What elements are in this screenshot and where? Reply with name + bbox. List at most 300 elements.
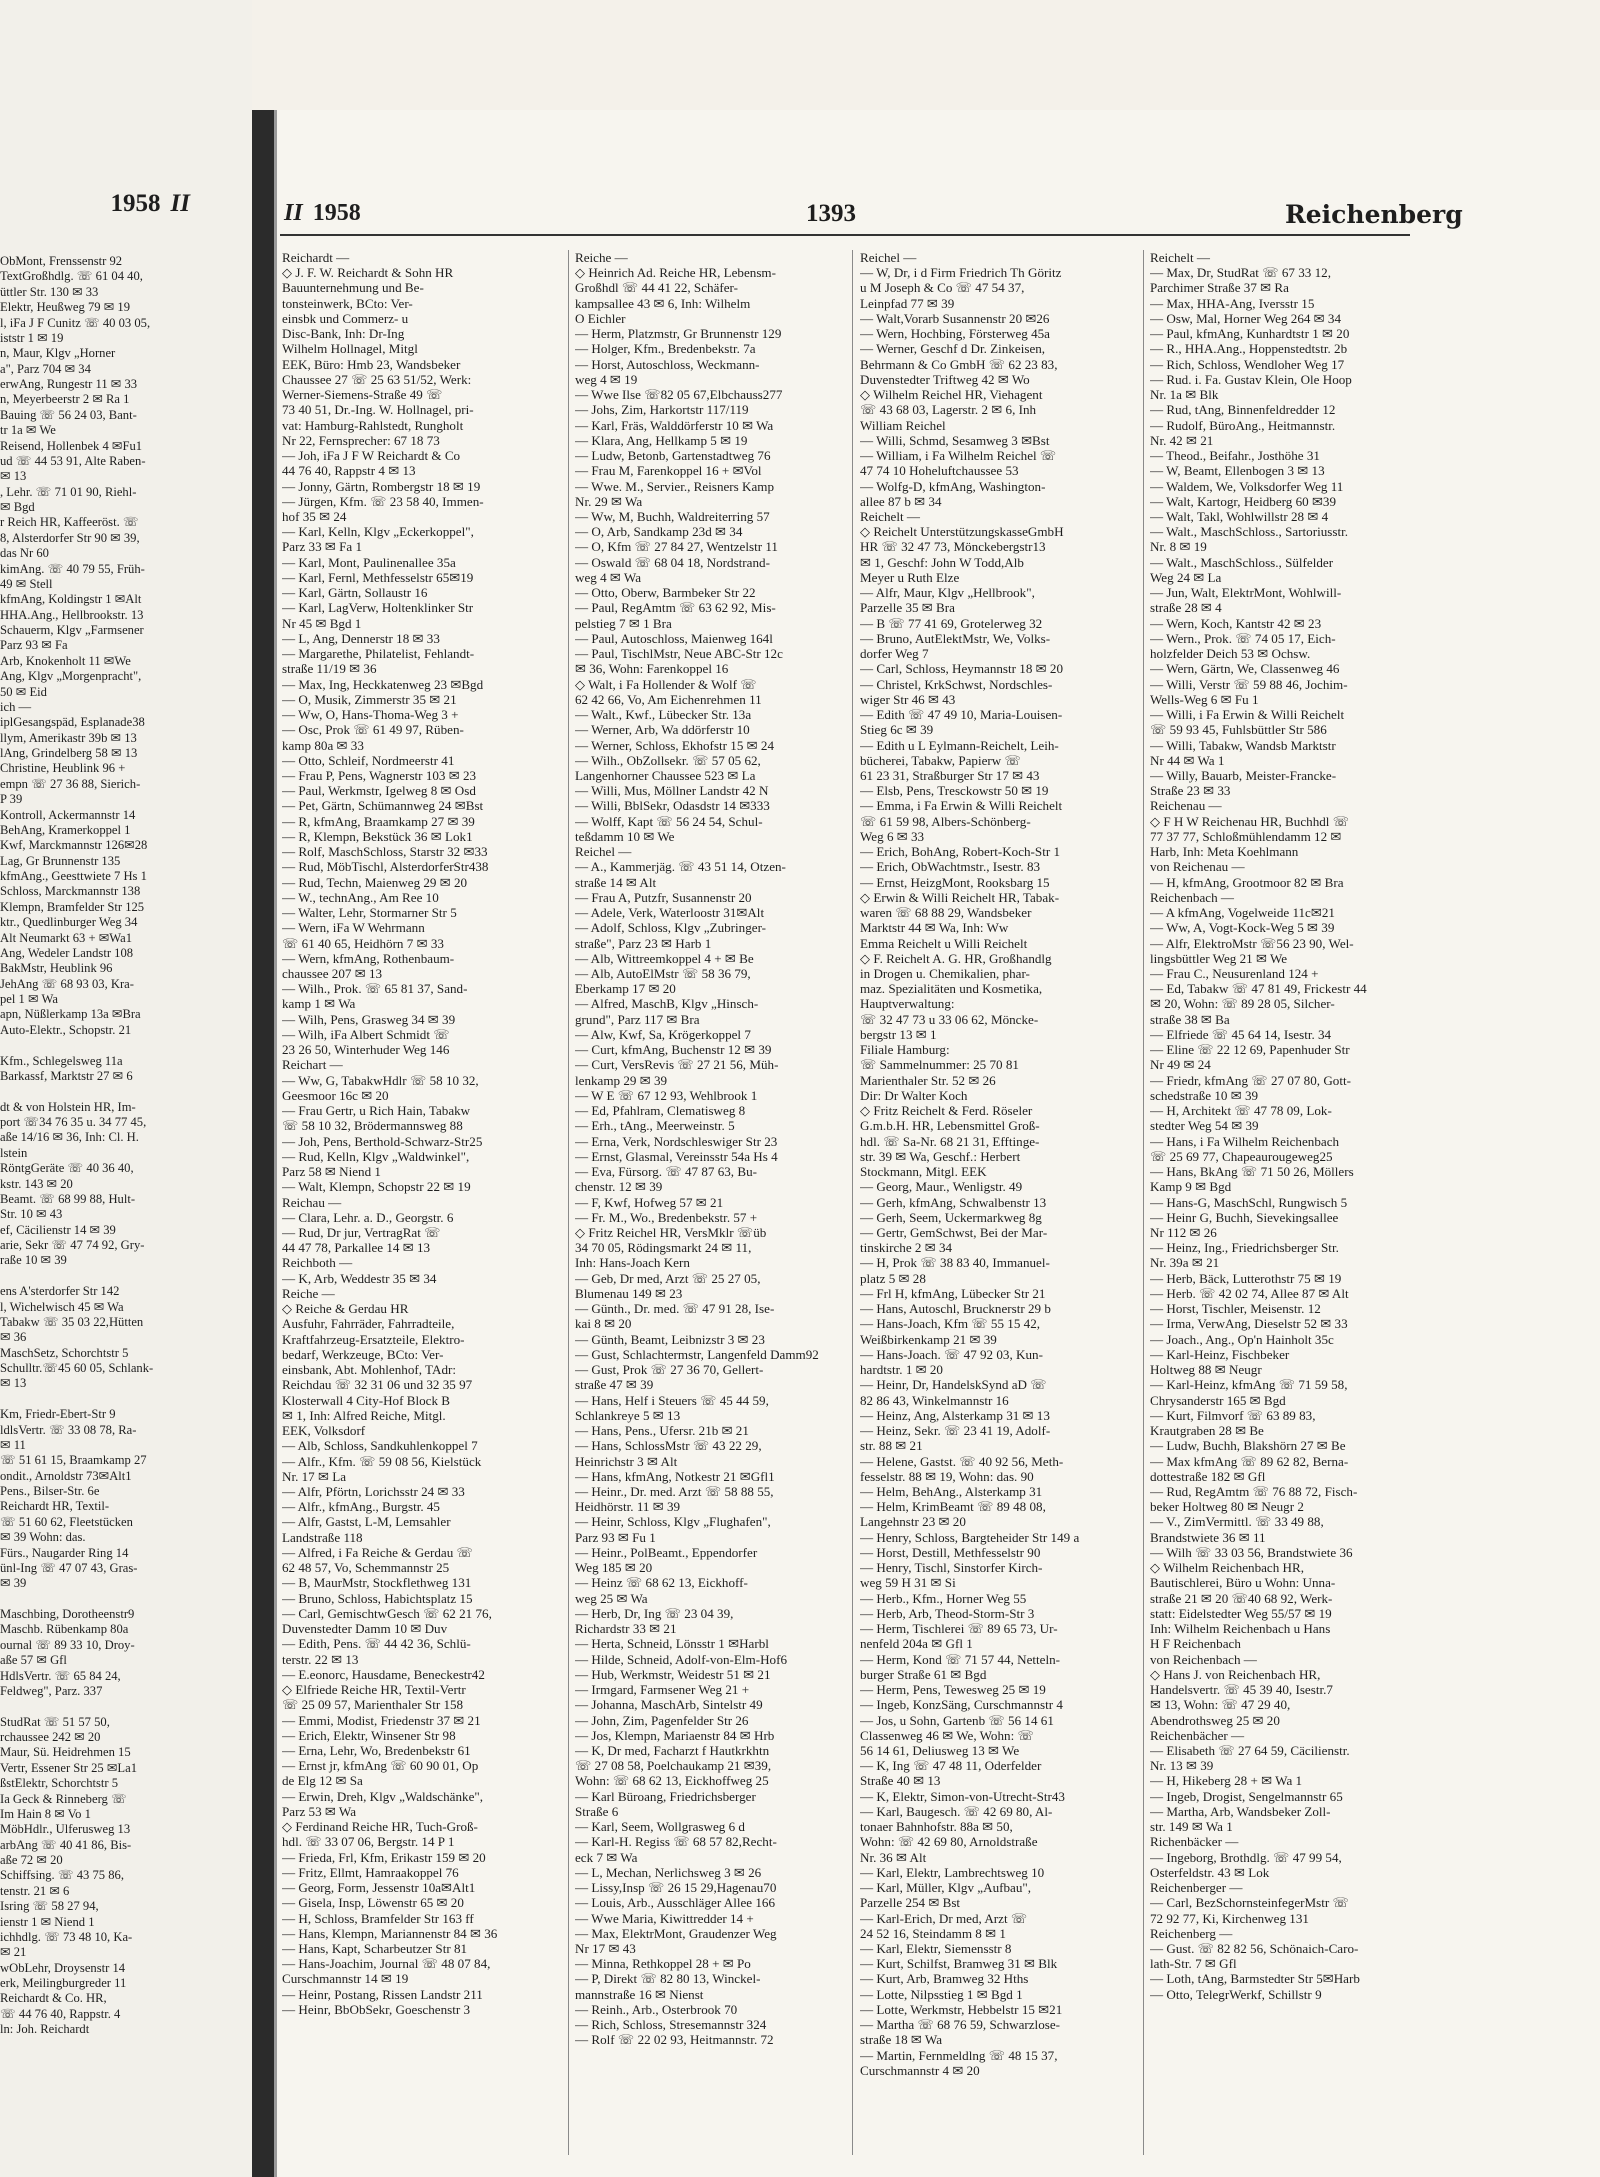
directory-entry-line: — Ww, M, Buchh, Waldreiterring 57 — [575, 508, 770, 524]
left-page-line: kimAng. ☏ 40 79 55, Früh- — [0, 561, 145, 576]
left-page-line: ✉ 21 — [0, 1945, 27, 1960]
directory-entry-line: — Herm, Kond ☏ 71 57 44, Netteln- — [860, 1651, 1061, 1667]
directory-entry-line: — Emmi, Modist, Friedenstr 37 ✉ 21 — [282, 1712, 481, 1728]
directory-entry-line: — Willi, Verstr ☏ 59 88 46, Jochim- — [1150, 676, 1348, 692]
directory-entry-line: terstr. 22 ✉ 13 — [282, 1651, 359, 1667]
directory-entry-line: — Gerh, kfmAng, Schwalbenstr 13 — [860, 1194, 1047, 1210]
left-page — [0, 0, 252, 2177]
right-header-volume-year — [284, 200, 361, 227]
left-page-line: Auto-Elektr., Schopstr. 21 — [0, 1022, 132, 1037]
directory-entry-line: — Willi, Mus, Möllner Landstr 42 N — [575, 783, 769, 799]
directory-entry-line: — Wilh, iFa Albert Schmidt ☏ — [282, 1026, 450, 1042]
directory-entry-line: — Rich, Schloss, Wendloher Weg 17 — [1150, 356, 1345, 372]
directory-entry-line: Reichelt — — [860, 508, 920, 524]
directory-entry-line: — Ingeborg, Brothdlg. ☏ 47 99 54, — [1150, 1849, 1342, 1865]
left-page-line: kfmAng., Geesttwiete 7 Hs 1 — [0, 869, 147, 883]
directory-entry-line: — Horst, Destill, Methfesselstr 90 — [860, 1544, 1041, 1560]
directory-entry-line: — Wern, kfmAng, Rothenbaum- — [282, 950, 455, 966]
left-page-line — [0, 1269, 248, 1284]
left-page-line: dt & von Holstein HR, Im- — [0, 1099, 136, 1114]
directory-entry-line: straße", Parz 23 ✉ Harb 1 — [575, 935, 712, 951]
left-page-line: Schauerm, Klgv „Farmsener — [0, 623, 144, 637]
directory-entry-line: Nr. 1a ✉ Blk — [1150, 387, 1219, 403]
left-page-line: ✉ 13 — [0, 469, 27, 484]
directory-entry-line: Harb, Inh: Meta Koehlmann — [1150, 844, 1299, 860]
directory-entry-line: — Hans, Pens., Ufersr. 21b ✉ 21 — [575, 1423, 749, 1439]
left-page-line: r Reich HR, Kaffeeröst. ☏ — [0, 515, 139, 530]
directory-entry-line: 82 86 43, Winkelmannstr 16 — [860, 1392, 1009, 1408]
left-page-header — [111, 190, 190, 218]
directory-entry-line: Disc-Bank, Inh: Dr-Ing — [282, 326, 405, 342]
directory-entry-line: — Paul, Autoschloss, Maienweg 164l — [575, 630, 773, 646]
left-page-line: kfmAng, Koldingstr 1 ✉Alt — [0, 592, 142, 607]
directory-entry-line: — Adele, Verk, Waterloostr 31✉Alt — [575, 905, 765, 921]
directory-entry-line: — Heinr., PolBeamt., Eppendorfer — [575, 1544, 758, 1560]
directory-entry-line: — Wern., Prok. ☏ 74 05 17, Eich- — [1150, 630, 1336, 646]
directory-entry-line: — Erh., tAng., Meerweinstr. 5 — [575, 1118, 735, 1134]
directory-entry-line: lingsbüttler Weg 21 ✉ We — [1150, 950, 1288, 966]
directory-entry-line: — Wwe Ilse ☏82 05 67,Elbchauss277 — [575, 387, 783, 403]
directory-entry-line: — Willy, Bauarb, Meister-Francke- — [1150, 767, 1337, 783]
directory-entry-line: — Erich, ObWachtmstr., Isestr. 83 — [860, 859, 1041, 875]
directory-entry-line: Classenweg 46 ✉ We, Wohn: ☏ — [860, 1727, 1034, 1743]
directory-entry-line: — Heinr, Schloss, Klgv „Flughafen", — [575, 1514, 771, 1530]
directory-entry-line: — H, Schloss, Bramfelder Str 163 ff — [282, 1910, 474, 1926]
directory-entry-line: — Max, ElektrMont, Graudenzer Weg — [575, 1925, 777, 1941]
directory-entry-line: ◇ Walt, i Fa Hollender & Wolf ☏ — [575, 676, 757, 692]
directory-entry-line: Nr. 42 ✉ 21 — [1150, 432, 1214, 448]
directory-entry-line: — Max, Dr, StudRat ☏ 67 33 12, — [1150, 265, 1331, 281]
directory-entry-line: dorfer Weg 7 — [860, 646, 929, 662]
directory-entry-line: hof 35 ✉ 24 — [282, 508, 347, 524]
left-page-line: ichhdlg. ☏ 73 48 10, Ka- — [0, 1929, 133, 1944]
directory-entry-line: — H, Architekt ☏ 47 78 09, Lok- — [1150, 1103, 1332, 1119]
directory-entry-line: — Helene, Gastst. ☏ 40 92 56, Meth- — [860, 1453, 1064, 1469]
directory-entry-line: — Rud, RegAmtm ☏ 76 88 72, Fisch- — [1150, 1483, 1358, 1499]
left-page-line — [0, 1084, 248, 1099]
directory-entry-line: straße 21 ✉ 20 ☏40 68 92, Werk- — [1150, 1590, 1333, 1606]
directory-entry-line: Schlankreye 5 ✉ 13 — [575, 1407, 681, 1423]
directory-entry-line: — O, Musik, Zimmerstr 35 ✉ 21 — [282, 691, 457, 707]
directory-entry-line: Parz 93 ✉ Fu 1 — [575, 1529, 656, 1545]
directory-entry-line: Reichel — — [575, 844, 632, 860]
directory-entry-line: — Ernst, Glasmal, Vereinsstr 54a Hs 4 — [575, 1148, 778, 1164]
left-page-line: apn, Nüßlerkamp 13a ✉Bra — [0, 1007, 141, 1022]
directory-entry-line: — Ed, Tabakw ☏ 47 81 49, Frickestr 44 — [1150, 981, 1367, 997]
directory-entry-line: 62 42 66, Vo, Am Eichenrehmen 11 — [575, 691, 762, 707]
directory-entry-line: — Karl, Mont, Paulinenallee 35a — [282, 554, 456, 570]
directory-entry-line: — Karl, Fernl, Methfesselstr 65✉19 — [282, 569, 474, 585]
directory-entry-line: — Henry, Schloss, Bargteheider Str 149 a — [860, 1529, 1080, 1545]
directory-entry-line: tonsteinwerk, BCto: Ver- — [282, 295, 413, 311]
directory-entry-line: — Wilh., Prok. ☏ 65 81 37, Sand- — [282, 981, 468, 997]
directory-entry-line: straße 18 ✉ Wa — [860, 2032, 943, 2048]
directory-entry-line: nenfeld 204a ✉ Gfl 1 — [860, 1636, 973, 1652]
left-page-line: Lag, Gr Brunnenstr 135 — [0, 853, 121, 868]
directory-entry-line: — Ludw, Betonb, Gartenstadtweg 76 — [575, 448, 771, 464]
directory-entry-line: — Heinz, Ing., Friedrichsberger Str. — [1150, 1240, 1339, 1256]
left-page-line: Tabakw ☏ 35 03 22,Hütten — [0, 1314, 144, 1329]
directory-entry-line: Handelsvertr. ☏ 45 39 40, Isestr.7 — [1150, 1682, 1333, 1698]
left-page-line: aße 14/16 ✉ 36, Inh: Cl. H. — [0, 1130, 139, 1145]
directory-entry-line: — Herb., Kfm., Horner Weg 55 — [860, 1590, 1027, 1606]
directory-entry-line: Kraftfahrzeug-Ersatzteile, Elektro- — [282, 1331, 465, 1347]
directory-entry-line: — Ww, O, Hans-Thoma-Weg 3 + — [282, 707, 459, 723]
directory-entry-line: burger Straße 61 ✉ Bgd — [860, 1666, 987, 1682]
directory-entry-line: — Hans, SchlossMstr ☏ 43 22 29, — [575, 1438, 762, 1454]
directory-entry-line: — L, Ang, Dennerstr 18 ✉ 33 — [282, 630, 440, 646]
directory-entry-line: Reichenbach — — [1150, 889, 1234, 905]
directory-entry-line: kampsallee 43 ✉ 6, Inh: Wilhelm — [575, 295, 751, 311]
directory-entry-line: — Alb, Wittreemkoppel 4 + ✉ Be — [575, 950, 754, 966]
directory-entry-line: Langenhorner Chaussee 523 ✉ La — [575, 767, 756, 783]
left-page-line: ✉ 39 — [0, 1576, 27, 1591]
directory-entry-line: — Heinr., Dr. med. Arzt ☏ 58 88 55, — [575, 1483, 774, 1499]
directory-entry-line: Curschmannstr 4 ✉ 20 — [860, 2062, 980, 2078]
left-page-line: Ia Geck & Rinneberg ☏ — [0, 1791, 127, 1806]
left-page-line: Pens., Bilser-Str. 6e — [0, 1484, 100, 1498]
directory-entry-line: 73 40 51, Dr.-Ing. W. Hollnagel, pri- — [282, 402, 474, 418]
directory-entry-line: — H, Prok ☏ 38 83 40, Immanuel- — [860, 1255, 1050, 1271]
directory-entry-line: — Joh, Pens, Berthold-Schwarz-Str25 — [282, 1133, 483, 1149]
directory-entry-line: — Rud, MöbTischl, AlsterdorferStr438 — [282, 859, 489, 875]
directory-entry-line: — Margarethe, Philatelist, Fehlandt- — [282, 646, 475, 662]
directory-entry-line: — Heinr, Postang, Rissen Landstr 211 — [282, 1986, 483, 2002]
directory-entry-line: bücherei, Tabakw, Papierw ☏ — [860, 752, 1021, 768]
left-page-line: iststr 1 ✉ 19 — [0, 330, 64, 345]
directory-entry-line: 62 48 57, Vo, Schemmannstr 25 — [282, 1560, 450, 1576]
directory-entry-line: Landstraße 118 — [282, 1529, 363, 1545]
directory-entry-line: — V., ZimVermittl. ☏ 33 49 88, — [1150, 1514, 1324, 1530]
directory-entry-line: Nr 49 ✉ 24 — [1150, 1057, 1211, 1073]
directory-entry-line: — Hans, kfmAng, Notkestr 21 ✉Gfl1 — [575, 1468, 775, 1484]
directory-entry-line: tinskirche 2 ✉ 34 — [860, 1240, 953, 1256]
left-page-line: ournal ☏ 89 33 10, Droy- — [0, 1637, 135, 1652]
directory-entry-line: — Gerh, Seem, Uckermarkweg 8g — [860, 1209, 1042, 1225]
left-page-line: Km, Friedr-Ebert-Str 9 — [0, 1407, 116, 1422]
left-page-line: Arb, Knokenholt 11 ✉We — [0, 653, 131, 668]
directory-entry-line: — Karl, Elektr, Siemensstr 8 — [860, 1941, 1012, 1957]
directory-entry-line: — Frau Gertr, u Rich Hain, Tabakw — [282, 1103, 471, 1119]
directory-entry-line: Nr. 29 ✉ Wa — [575, 493, 643, 509]
directory-entry-line: — Karl, LagVerw, Holtenklinker Str — [282, 600, 474, 616]
directory-entry-line: — Minna, Rethkoppel 28 + ✉ Po — [575, 1956, 751, 1972]
directory-entry-line: Reichenau — — [1150, 798, 1222, 814]
directory-entry-line: — Herb, Bäck, Lutterothstr 75 ✉ 19 — [1150, 1270, 1342, 1286]
left-page-line: ünl-Ing ☏ 47 07 43, Gras- — [0, 1560, 138, 1575]
directory-entry-line: str. 149 ✉ Wa 1 — [1150, 1819, 1233, 1835]
directory-entry-line: — Werner, Geschf d Dr. Zinkeisen, — [860, 341, 1046, 357]
directory-entry-line: — Rud, Techn, Maienweg 29 ✉ 20 — [282, 874, 468, 890]
directory-entry-line: — Clara, Lehr. a. D., Georgstr. 6 — [282, 1209, 454, 1225]
directory-entry-line: — Irmgard, Farmsener Weg 21 + — [575, 1682, 750, 1698]
directory-entry-line: H F Reichenbach — [1150, 1636, 1241, 1652]
left-page-line: ktr., Quedlinburger Weg 34 — [0, 915, 138, 930]
directory-entry-line: Nr. 8 ✉ 19 — [1150, 539, 1207, 555]
directory-entry-line: — Gisela, Insp, Löwenstr 65 ✉ 20 — [282, 1895, 464, 1911]
directory-entry-line: — Friedr, kfmAng ☏ 27 07 80, Gott- — [1150, 1072, 1351, 1088]
directory-entry-line: — Ludw, Buchh, Blakshörn 27 ✉ Be — [1150, 1438, 1346, 1454]
directory-entry-line: — Willi, i Fa Erwin & Willi Reichelt — [1150, 707, 1345, 723]
directory-entry-line: bergstr 13 ✉ 1 — [860, 1026, 937, 1042]
directory-entry-line: — Heinr, Dr, HandelskSynd aD ☏ — [860, 1377, 1047, 1393]
directory-entry-line: Nr. 17 ✉ La — [282, 1468, 347, 1484]
left-page-line: ienstr 1 ✉ Niend 1 — [0, 1914, 95, 1929]
directory-entry-line: — Rud. i. Fa. Gustav Klein, Ole Hoop — [1150, 371, 1352, 387]
directory-entry-line: — Ww, A, Vogt-Kock-Weg 5 ✉ 39 — [1150, 920, 1335, 936]
directory-entry-line: platz 5 ✉ 28 — [860, 1270, 926, 1286]
directory-entry-line: — Herb, Arb, Theod-Storm-Str 3 — [860, 1605, 1035, 1621]
directory-entry-line: — Jürgen, Kfm. ☏ 23 58 40, Immen- — [282, 493, 484, 509]
directory-entry-line: — Theod., Beifahr., Josthöhe 31 — [1150, 448, 1320, 464]
left-page-line: P 39 — [0, 792, 23, 807]
directory-entry-line: — Martin, Fernmeldlng ☏ 48 15 37, — [860, 2047, 1058, 2063]
directory-entry-line: 23 26 50, Winterhuder Weg 146 — [282, 1042, 450, 1058]
directory-entry-line: waren ☏ 68 88 29, Wandsbeker — [860, 905, 1032, 921]
directory-entry-line: — Erna, Verk, Nordschleswiger Str 23 — [575, 1133, 778, 1149]
directory-entry-line: — Walt., Kwf., Lübecker Str. 13a — [575, 707, 752, 723]
left-header-volume: II — [170, 190, 190, 217]
directory-entry-line: ◇ Hans J. von Reichenbach HR, — [1150, 1666, 1321, 1682]
left-page-line: , Lehr. ☏ 71 01 90, Riehl- — [0, 484, 137, 499]
directory-entry-line: — Wilh, Pens, Grasweg 34 ✉ 39 — [282, 1011, 456, 1027]
directory-entry-line: — Hans-Joachim, Journal ☏ 48 07 84, — [282, 1956, 491, 1972]
directory-entry-line: William Reichel — [860, 417, 946, 433]
directory-entry-line: Parz 33 ✉ Fa 1 — [282, 539, 363, 555]
directory-entry-line: straße 47 ✉ 39 — [575, 1377, 654, 1393]
directory-entry-line: ◇ Reiche & Gerdau HR — [282, 1301, 409, 1317]
directory-entry-line: — Ww, G, TabakwHdlr ☏ 58 10 32, — [282, 1072, 479, 1088]
directory-entry-line: — Kurt, Schilfst, Bramweg 31 ✉ Blk — [860, 1956, 1058, 1972]
left-page-line: arbAng ☏ 40 41 86, Bis- — [0, 1837, 132, 1852]
directory-entry-line: — Lissy,Insp ☏ 26 15 29,Hagenau70 — [575, 1880, 777, 1896]
left-page-line: raße 10 ✉ 39 — [0, 1253, 67, 1268]
left-page-line — [0, 1699, 248, 1714]
directory-entry-line: — Joach., Ang., Op'n Hainholt 35c — [1150, 1331, 1334, 1347]
directory-entry-line: — Karl-H. Regiss ☏ 68 57 82,Recht- — [575, 1834, 777, 1850]
directory-entry-line: — Alfr., Kfm. ☏ 59 08 56, Kielstück — [282, 1453, 482, 1469]
directory-entry-line: Emma Reichelt u Willi Reichelt — [860, 935, 1028, 951]
directory-entry-line: — Georg, Maur., Wenligstr. 49 — [860, 1179, 1023, 1195]
directory-entry-line: — Martha ☏ 68 76 59, Schwarzlose- — [860, 2017, 1061, 2033]
left-page-line: Alt Neumarkt 63 + ✉Wa1 — [0, 930, 133, 945]
directory-entry-line: — Helm, BehAng., Alsterkamp 31 — [860, 1483, 1043, 1499]
directory-entry-line: — P, Direkt ☏ 82 80 13, Winckel- — [575, 1971, 761, 1987]
directory-entry-line: Straße 40 ✉ 13 — [860, 1773, 941, 1789]
directory-entry-line: — K, Elektr, Simon-von-Utrecht-Str43 — [860, 1788, 1065, 1804]
directory-entry-line: Parzelle 254 ✉ Bst — [860, 1895, 961, 1911]
directory-entry-line: Großhdl ☏ 44 41 22, Schäfer- — [575, 280, 739, 296]
left-page-line: Reisend, Hollenbek 4 ✉Fu1 — [0, 438, 143, 453]
directory-entry-line: — Wilh., ObZollsekr. ☏ 57 05 62, — [575, 752, 761, 768]
left-page-line: RöntgGeräte ☏ 40 36 40, — [0, 1161, 134, 1176]
left-page-line: Kontroll, Ackermannstr 14 — [0, 807, 136, 822]
left-page-line — [0, 1038, 248, 1053]
left-page-line: Feldweg", Parz. 337 — [0, 1683, 103, 1698]
directory-entry-line: — Karl, Baugesch. ☏ 42 69 80, Al- — [860, 1803, 1053, 1819]
directory-entry-line: — Elisabeth ☏ 27 64 59, Cäcilienstr. — [1150, 1742, 1350, 1758]
directory-entry-line: einsbk und Commerz- u — [282, 310, 409, 326]
left-page-line: n, Maur, Klgv „Horner — [0, 346, 116, 361]
left-page-line: ln: Joh. Reichardt — [0, 2022, 90, 2037]
left-page-line: erwAng, Rungestr 11 ✉ 33 — [0, 377, 138, 391]
directory-entry-line: — Ernst jr, kfmAng ☏ 60 90 01, Op — [282, 1758, 479, 1774]
directory-entry-line: — Alb, Schloss, Sandkuhlenkoppel 7 — [282, 1438, 478, 1454]
directory-entry-line: — Erna, Lehr, Wo, Bredenbekstr 61 — [282, 1742, 471, 1758]
directory-entry-line: — Bruno, Schloss, Habichtsplatz 15 — [282, 1590, 473, 1606]
directory-entry-line: — John, Zim, Pagenfelder Str 26 — [575, 1712, 749, 1728]
directory-entry-line: hdl. ☏ 33 07 06, Bergstr. 14 P 1 — [282, 1834, 455, 1850]
directory-entry-line: — Walt, Kartogr, Heidberg 60 ✉39 — [1150, 493, 1337, 509]
directory-entry-line: — Heinz, Ang, Alsterkamp 31 ✉ 13 — [860, 1407, 1050, 1423]
directory-entry-line: Duvenstedter Damm 10 ✉ Duv — [282, 1621, 448, 1637]
directory-entry-line: — Rud, Kelln, Klgv „Waldwinkel", — [282, 1148, 470, 1164]
left-page-line: rchaussee 242 ✉ 20 — [0, 1730, 101, 1744]
left-page-line — [0, 1392, 248, 1407]
directory-entry-line: — B ☏ 77 41 69, Grotelerweg 32 — [860, 615, 1043, 631]
directory-entry-line: — Paul, RegAmtm ☏ 63 62 92, Mis- — [575, 600, 776, 616]
left-page-line: Reichardt HR, Textil- — [0, 1499, 110, 1514]
directory-entry-line: vat: Hamburg-Rahlstedt, Rungholt — [282, 417, 464, 433]
directory-entry-line: ✉ 13, Wohn: ☏ 47 29 40, — [1150, 1697, 1291, 1713]
directory-entry-line: — Christel, KrkSchwst, Nordschles- — [860, 676, 1053, 692]
directory-entry-line: — L, Mechan, Nerlichsweg 3 ✉ 26 — [575, 1864, 762, 1880]
directory-entry-line: — F, Kwf, Hofweg 57 ✉ 21 — [575, 1194, 724, 1210]
left-page-line: JehAng ☏ 68 93 03, Kra- — [0, 976, 134, 991]
directory-entry-line: — Alfr, Pförtn, Lorichsstr 24 ✉ 33 — [282, 1483, 465, 1499]
directory-entry-line: — Osc, Prok ☏ 61 49 97, Rüben- — [282, 722, 464, 738]
left-page-line: Str. 10 ✉ 43 — [0, 1207, 63, 1222]
directory-entry-line: fesselstr. 88 ✉ 19, Wohn: das. 90 — [860, 1468, 1034, 1484]
directory-entry-line: ☏ 25 69 77, Chapeaurougeweg25 — [1150, 1148, 1333, 1164]
directory-entry-line: — Werner, Arb, Wa ddörferstr 10 — [575, 722, 750, 738]
directory-entry-line: Nr. 36 ✉ Alt — [860, 1849, 927, 1865]
directory-entry-line: Reichenberger — — [1150, 1880, 1243, 1896]
directory-entry-line: — Otto, Schleif, Nordmeerstr 41 — [282, 752, 455, 768]
directory-entry-line: — Alw, Kwf, Sa, Krögerkoppel 7 — [575, 1026, 751, 1042]
directory-entry-line: — Hub, Werkmstr, Weidestr 51 ✉ 21 — [575, 1666, 771, 1682]
left-page-line: Isring ☏ 58 27 94, — [0, 1899, 99, 1914]
directory-entry-line: Dir: Dr Walter Koch — [860, 1087, 968, 1103]
directory-entry-line: Hauptverwaltung: — [860, 996, 955, 1012]
directory-entry-line: — Edith u L Eylmann-Reichelt, Leih- — [860, 737, 1059, 753]
left-page-line: Barkassf, Marktstr 27 ✉ 6 — [0, 1068, 133, 1083]
directory-entry-line: — Martha, Arb, Wandsbeker Zoll- — [1150, 1803, 1331, 1819]
directory-entry-line: Bautischlerei, Büro u Wohn: Unna- — [1150, 1575, 1336, 1591]
directory-entry-line: ☏ 32 47 73 u 33 06 62, Möncke- — [860, 1011, 1039, 1027]
directory-entry-line: — Alfred, i Fa Reiche & Gerdau ☏ — [282, 1544, 473, 1560]
directory-entry-line: ◇ J. F. W. Reichardt & Sohn HR — [282, 265, 454, 281]
left-page-line: Ang, Wedeler Landstr 108 — [0, 945, 134, 960]
directory-entry-line: — Walt, Takl, Wohlwillstr 28 ✉ 4 — [1150, 508, 1329, 524]
directory-entry-line: — A kfmAng, Vogelweide 11c✉21 — [1150, 905, 1335, 921]
directory-entry-line: — Johanna, MaschArb, Sintelstr 49 — [575, 1697, 763, 1713]
directory-entry-line: Meyer u Ruth Elze — [860, 569, 960, 585]
directory-entry-line: — Elsb, Pens, Tresckowstr 50 ✉ 19 — [860, 783, 1049, 799]
directory-entry-line: bedarf, Werkzeuge, BCto: Ver- — [282, 1346, 444, 1362]
directory-entry-line: — W, Dr, i d Firm Friedrich Th Göritz — [860, 265, 1062, 281]
left-page-line: ✉ 36 — [0, 1330, 27, 1345]
directory-entry-line: kai 8 ✉ 20 — [575, 1316, 632, 1332]
left-page-line: BakMstr, Heublink 96 — [0, 961, 113, 976]
directory-entry-line: — Klara, Ang, Hellkamp 5 ✉ 19 — [575, 432, 748, 448]
directory-entry-line: Weißbirkenkamp 21 ✉ 39 — [860, 1331, 997, 1347]
directory-entry-line: — Oswald ☏ 68 04 18, Nordstrand- — [575, 554, 770, 570]
directory-entry-line: Richenbäcker — — [1150, 1834, 1239, 1850]
directory-entry-line: Stieg 6c ✉ 39 — [860, 722, 934, 738]
directory-entry-line: — Hilde, Schneid, Adolf-von-Elm-Hof6 — [575, 1651, 788, 1667]
left-page-line: Schulltr.☏45 60 05, Schlank- — [0, 1361, 154, 1375]
directory-entry-line: — Ingeb, Drogist, Sengelmannstr 65 — [1150, 1788, 1343, 1804]
directory-entry-line: Parzelle 35 ✉ Bra — [860, 600, 955, 616]
directory-entry-line: — Alfr, ElektroMstr ☏56 23 90, Wel- — [1150, 935, 1354, 951]
directory-entry-line: Reichau — — [282, 1194, 342, 1210]
directory-entry-line: — Eva, Fürsorg. ☏ 47 87 63, Bu- — [575, 1164, 757, 1180]
directory-entry-line: hdl. ☏ Sa-Nr. 68 21 31, Efftinge- — [860, 1133, 1040, 1149]
directory-entry-line: hardtstr. 1 ✉ 20 — [860, 1362, 943, 1378]
left-page-line: Maur, Sü. Heidrehmen 15 — [0, 1745, 131, 1760]
directory-entry-line: — K, Ing ☏ 47 48 11, Oderfelder — [860, 1758, 1042, 1774]
directory-entry-line: — Alfr, Maur, Klgv „Hellbrook", — [860, 585, 1035, 601]
directory-entry-line: — Geb, Dr med, Arzt ☏ 25 27 05, — [575, 1270, 761, 1286]
directory-entry-line: Klosterwall 4 City-Hof Block B — [282, 1392, 451, 1408]
directory-entry-line: Werner-Siemens-Straße 49 ☏ — [282, 387, 443, 403]
directory-entry-line: Inh: Hans-Joach Kern — [575, 1255, 690, 1271]
directory-entry-line: 61 23 31, Straßburger Str 17 ✉ 43 — [860, 767, 1040, 783]
left-page-line: tr 1a ✉ We — [0, 423, 56, 438]
directory-entry-line: Parchimer Straße 37 ✉ Ra — [1150, 280, 1289, 296]
directory-entry-line: — Heinz ☏ 68 62 13, Eickhoff- — [575, 1575, 748, 1591]
directory-entry-line: — Karl-Heinz, Fischbeker — [1150, 1346, 1290, 1362]
directory-entry-line: — Walt., MaschSchloss., Sülfelder — [1150, 554, 1334, 570]
directory-entry-line: ☏ 61 40 65, Heidhörn 7 ✉ 33 — [282, 935, 444, 951]
directory-entry-line: — Wwe. M., Servier., Reisners Kamp — [575, 478, 775, 494]
left-page-line: 8, Alsterdorfer Str 90 ✉ 39, — [0, 530, 140, 545]
directory-entry-line: — Frau C., Neusurenland 124 + — [1150, 966, 1319, 982]
directory-entry-line: ◇ F. Reichelt A. G. HR, Großhandlg — [860, 950, 1052, 966]
directory-entry-line: — Alfred, MaschB, Klgv „Hinsch- — [575, 996, 759, 1012]
directory-entry-line: Straße 23 ✉ 33 — [1150, 783, 1231, 799]
left-page-line: Christine, Heublink 96 + — [0, 761, 126, 776]
directory-entry-line: Wohn: ☏ 68 62 13, Eickhoffweg 25 — [575, 1773, 769, 1789]
directory-entry-line: — Rolf, MaschSchloss, Starstr 32 ✉33 — [282, 844, 488, 860]
directory-entry-line: stedter Weg 54 ✉ 39 — [1150, 1118, 1259, 1134]
directory-column-2 — [575, 250, 870, 2048]
directory-entry-line: — Waldem, We, Volksdorfer Weg 11 — [1150, 478, 1344, 494]
left-page-line: ens A'sterdorfer Str 142 — [0, 1284, 120, 1299]
directory-entry-line: Krautgraben 28 ✉ Be — [1150, 1423, 1264, 1439]
directory-entry-line: EEK, Büro: Hmb 23, Wandsbeker — [282, 356, 461, 372]
directory-entry-line: — Pet, Gärtn, Schümannweg 24 ✉Bst — [282, 798, 484, 814]
left-page-line: ondit., Arnoldstr 73✉Alt1 — [0, 1468, 132, 1483]
directory-entry-line: ◇ Ferdinand Reiche HR, Tuch-Groß- — [282, 1819, 478, 1835]
directory-entry-line: ◇ Elfriede Reiche HR, Textil-Vertr — [282, 1682, 466, 1698]
directory-entry-line: Reichart — — [282, 1057, 343, 1073]
directory-entry-line: 72 92 77, Ki, Kirchenweg 131 — [1150, 1910, 1309, 1926]
directory-entry-line: — Carl, BezSchornsteinfegerMstr ☏ — [1150, 1895, 1349, 1911]
left-page-line: HdlsVertr. ☏ 65 84 24, — [0, 1668, 121, 1683]
directory-entry-line: — Max, Ing, Heckkatenweg 23 ✉Bgd — [282, 676, 484, 692]
directory-entry-line: Weg 24 ✉ La — [1150, 569, 1222, 585]
left-page-line: Reichardt & Co. HR, — [0, 1991, 107, 2006]
directory-entry-line: str. 88 ✉ 21 — [860, 1438, 923, 1454]
directory-entry-line: — Jos, Klempn, Mariaenstr 84 ✉ Hrb — [575, 1727, 775, 1743]
directory-entry-line: von Reichenbach — — [1150, 1651, 1257, 1667]
directory-entry-line: — Karl-Heinz, kfmAng ☏ 71 59 58, — [1150, 1377, 1348, 1393]
directory-entry-line: Nr. 39a ✉ 21 — [1150, 1255, 1220, 1271]
directory-entry-line: weg 25 ✉ Wa — [575, 1590, 648, 1606]
directory-entry-line: — Rich, Schloss, Stresemannstr 324 — [575, 2017, 767, 2033]
